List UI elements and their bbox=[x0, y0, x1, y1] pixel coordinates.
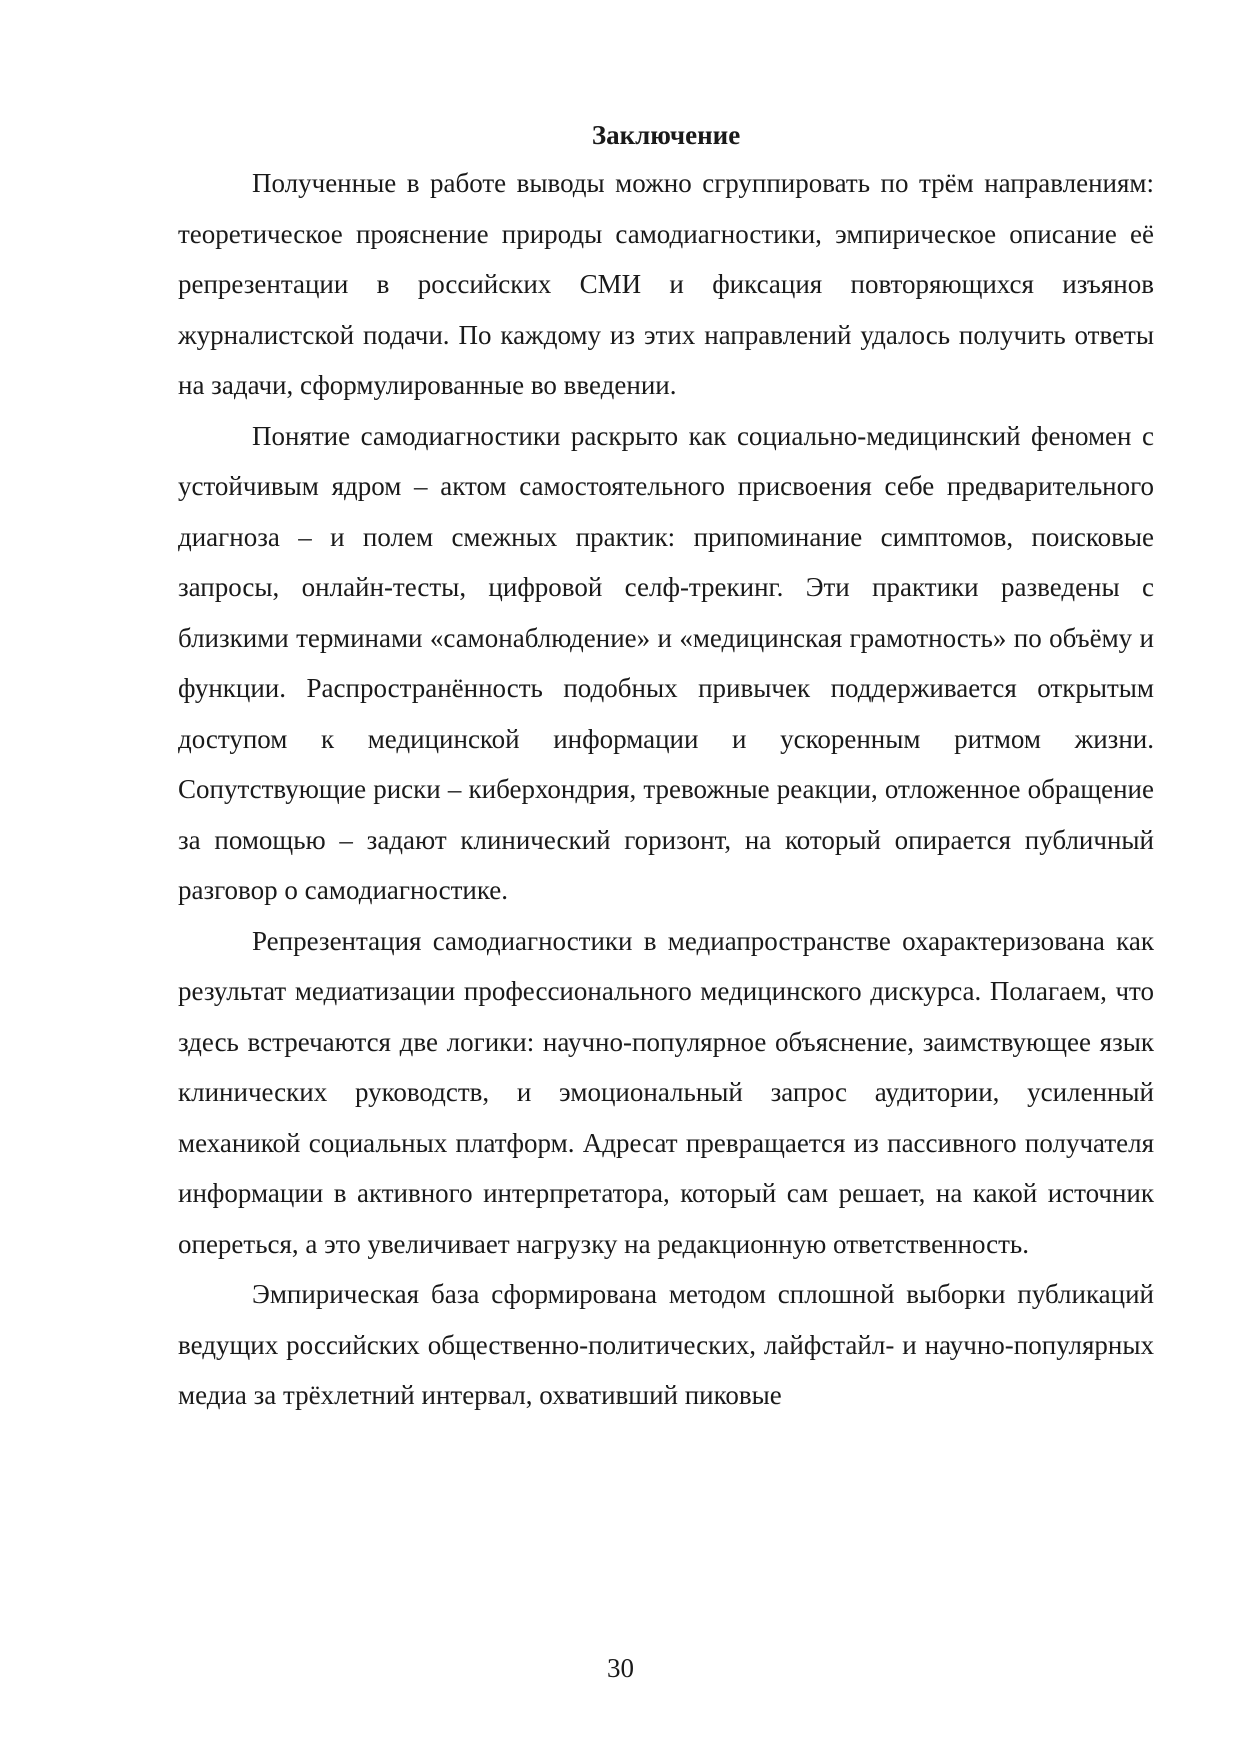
paragraph-1: Полученные в работе выводы можно сгруппировать по трём направлениям: теоретическое прояснение природы самодиагностики, эмпирическое описание её репрезентации в российских СМИ и фиксация повторяющихся изъянов журналистской подачи. По каждому из этих направлений удалось получить ответы на задачи, сформулированные во введении. bbox=[178, 168, 1154, 400]
paragraph-3: Репрезентация самодиагностики в медиапространстве охарактеризована как результат медиатизации профессионального медицинского дискурса. Полагаем, что здесь встречаются две логики: научно-популярное объяснение, заимствующее язык клинических руководств, и эмоциональный запрос аудитории, усиленный механикой социальных платформ. Адресат превращается из пассивного получателя информации в активного интерпретатора, который сам решает, на какой источник опереться, а это увеличивает нагрузку на редакционную ответственность. bbox=[178, 925, 1154, 1259]
page-number: 30 bbox=[607, 1653, 634, 1683]
paragraph-4: Эмпирическая база сформирована методом сплошной выборки публикаций ведущих российских общественно-политических, лайфстайл- и научно-популярных медиа за трёхлетний интервал, охвативший пиковые bbox=[178, 1279, 1154, 1410]
paragraph-2: Понятие самодиагностики раскрыто как социально-медицинский феномен с устойчивым ядром – актом самостоятельного присвоения себе предварительного диагноза – и полем смежных практик: припоминание симптомов, поисковые запросы, онлайн-тесты, цифровой селф-трекинг. Эти практики разведены с близкими терминами «самонаблюдение» и «медицинская грамотность» по объёму и функции. Распространённость подобных привычек поддерживается открытым доступом к медицинской информации и ускоренным ритмом жизни. Сопутствующие риски – киберхондрия, тревожные реакции, отложенное обращение за помощью – задают клинический горизонт, на который опирается публичный разговор о самодиагностике. bbox=[178, 420, 1154, 905]
page-body bbox=[178, 112, 1154, 1421]
section-heading: Заключение bbox=[591, 120, 741, 150]
